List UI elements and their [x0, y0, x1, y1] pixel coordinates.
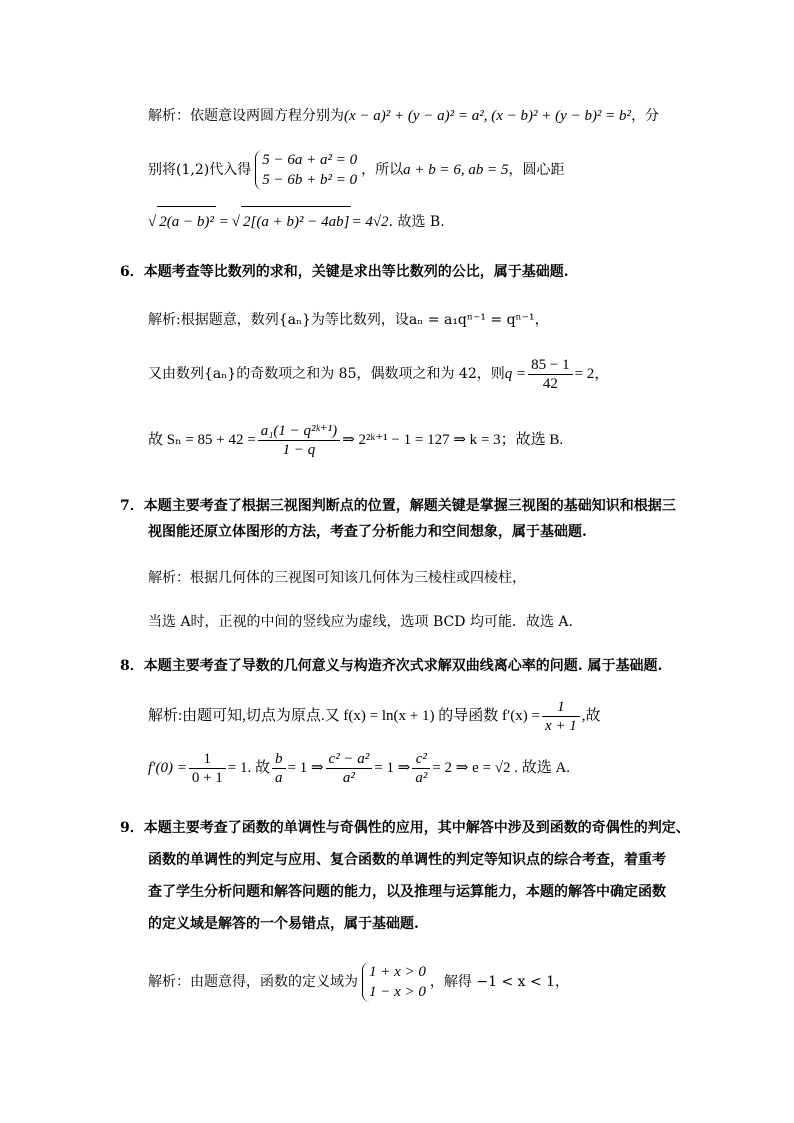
- p5-line-3: [148, 206, 445, 236]
- text: 解析：依题意设两圆方程分别为: [148, 108, 344, 124]
- text: ，圆心距: [508, 162, 565, 178]
- denominator: a: [275, 769, 283, 786]
- numerator: c² − a²: [326, 750, 373, 769]
- text: = 2 ⇒ e = √2 . 故选 A.: [432, 760, 571, 776]
- denominator: 0 + 1: [191, 769, 223, 786]
- denominator: a²: [415, 769, 428, 786]
- equation: = 4√2: [351, 214, 389, 230]
- q6-heading: 6．本题考查等比数列的求和，关键是求出等比数列的公比，属于基础题.: [120, 264, 569, 280]
- text: ，分: [631, 108, 660, 124]
- sqrt-sign: √: [148, 214, 157, 230]
- q7-heading-1: 7．本题主要考查了根据三视图判断点的位置，解题关键是掌握三视图的基础知识和根据三: [120, 498, 676, 514]
- fraction: [272, 750, 286, 787]
- equation: ⇒ 2²ᵏ⁺¹ − 1 = 127 ⇒ k = 3；故选 B.: [342, 432, 564, 448]
- text: 解析:由题可知,切点为原点.又 f(x) = ln(x + 1) 的导函数 f′(x) =: [148, 708, 540, 724]
- q9-line-1: [148, 958, 569, 1006]
- equation: 2(a − b)²: [157, 206, 216, 237]
- inequality: 1 − x > 0: [369, 984, 426, 1000]
- q6-line-3: [148, 418, 563, 462]
- q6-line-1: 解析:根据题意，数列{aₙ}为等比数列，设aₙ = a₁qⁿ⁻¹ = qⁿ⁻¹，: [148, 312, 549, 328]
- equation: 5 − 6b + b² = 0: [262, 172, 358, 188]
- equation: (x − a)² + (y − a)² = a², (x − b)² + (y − b)² = b²: [344, 108, 632, 124]
- text: . 故选 B.: [388, 214, 445, 230]
- numerator: b: [272, 750, 286, 769]
- q9-heading-3: 查了学生分析问题和解答问题的能力，以及推理与运算能力，本题的解答中确定函数: [148, 884, 666, 900]
- text: = 1 ⇒: [287, 760, 324, 776]
- q8-line-2: [148, 746, 570, 790]
- equation: 5 − 6a + a² = 0: [262, 152, 358, 168]
- fraction: [189, 750, 226, 787]
- fraction: [528, 356, 572, 393]
- numerator: 85 − 1: [528, 356, 572, 375]
- q9-heading-4: 的定义域是解答的一个易错点，属于基础题.: [148, 916, 419, 932]
- text: = 2，: [574, 366, 610, 382]
- equation: q =: [504, 366, 527, 382]
- text: = 1. 故: [227, 760, 270, 776]
- fraction: [258, 422, 340, 459]
- inequality-system: [362, 962, 426, 1002]
- fraction: [412, 750, 430, 787]
- q6-line-2: [148, 352, 609, 396]
- q8-line-1: [148, 694, 601, 738]
- fraction: [326, 750, 373, 787]
- denominator: a²: [342, 769, 355, 786]
- p5-line-1: [148, 106, 659, 126]
- text: = 1 ⇒: [374, 760, 411, 776]
- equation-system: [255, 150, 357, 190]
- q7-heading-2: 视图能还原立体图形的方法，考查了分析能力和空间想象，属于基础题.: [148, 524, 587, 540]
- numerator: c²: [412, 750, 430, 769]
- equation: f′(0) =: [148, 760, 187, 776]
- denominator: 42: [542, 375, 558, 392]
- inequality: 1 + x > 0: [369, 964, 426, 980]
- numerator: 1: [542, 698, 580, 717]
- text: 解析：由题意得，函数的定义域为: [148, 974, 358, 990]
- numerator: 1: [189, 750, 226, 769]
- q9-heading-2: 函数的单调性的判定与应用、复合函数的单调性的判定等知识点的综合考查，着重考: [148, 852, 666, 868]
- equation: a + b = 6, ab = 5: [403, 162, 509, 178]
- p5-line-2: [148, 146, 564, 194]
- equation: 故 Sₙ = 85 + 42 =: [148, 432, 256, 448]
- q8-heading: 8．本题主要考查了导数的几何意义与构造齐次式求解双曲线离心率的问题. 属于基础题.: [120, 658, 663, 674]
- denominator: x + 1: [544, 717, 577, 734]
- text: ,故: [581, 708, 601, 724]
- text: ，所以: [361, 162, 404, 178]
- text: 又由数列{aₙ}的奇数项之和为 85，偶数项之和为 42，则: [148, 366, 505, 382]
- denominator: 1 − q: [282, 441, 316, 458]
- equals-sign: = √: [215, 214, 241, 230]
- q9-heading-1: 9．本题主要考查了函数的单调性与奇偶性的应用，其中解答中涉及到函数的奇偶性的判定、: [120, 820, 690, 836]
- fraction: [542, 698, 580, 735]
- text: 别将(1,2)代入得: [148, 162, 252, 178]
- q7-line-2: 当选 A时，正视的中间的竖线应为虚线，选项 BCD 均可能．故选 A.: [148, 614, 573, 630]
- q7-line-1: 解析：根据几何体的三视图可知该几何体为三棱柱或四棱柱，: [148, 570, 526, 586]
- numerator: a₁(1 − q²ᵏ⁺¹): [258, 422, 340, 441]
- equation: 2[(a + b)² − 4ab]: [241, 206, 351, 237]
- text: ，解得 −1 < x < 1，: [429, 974, 570, 990]
